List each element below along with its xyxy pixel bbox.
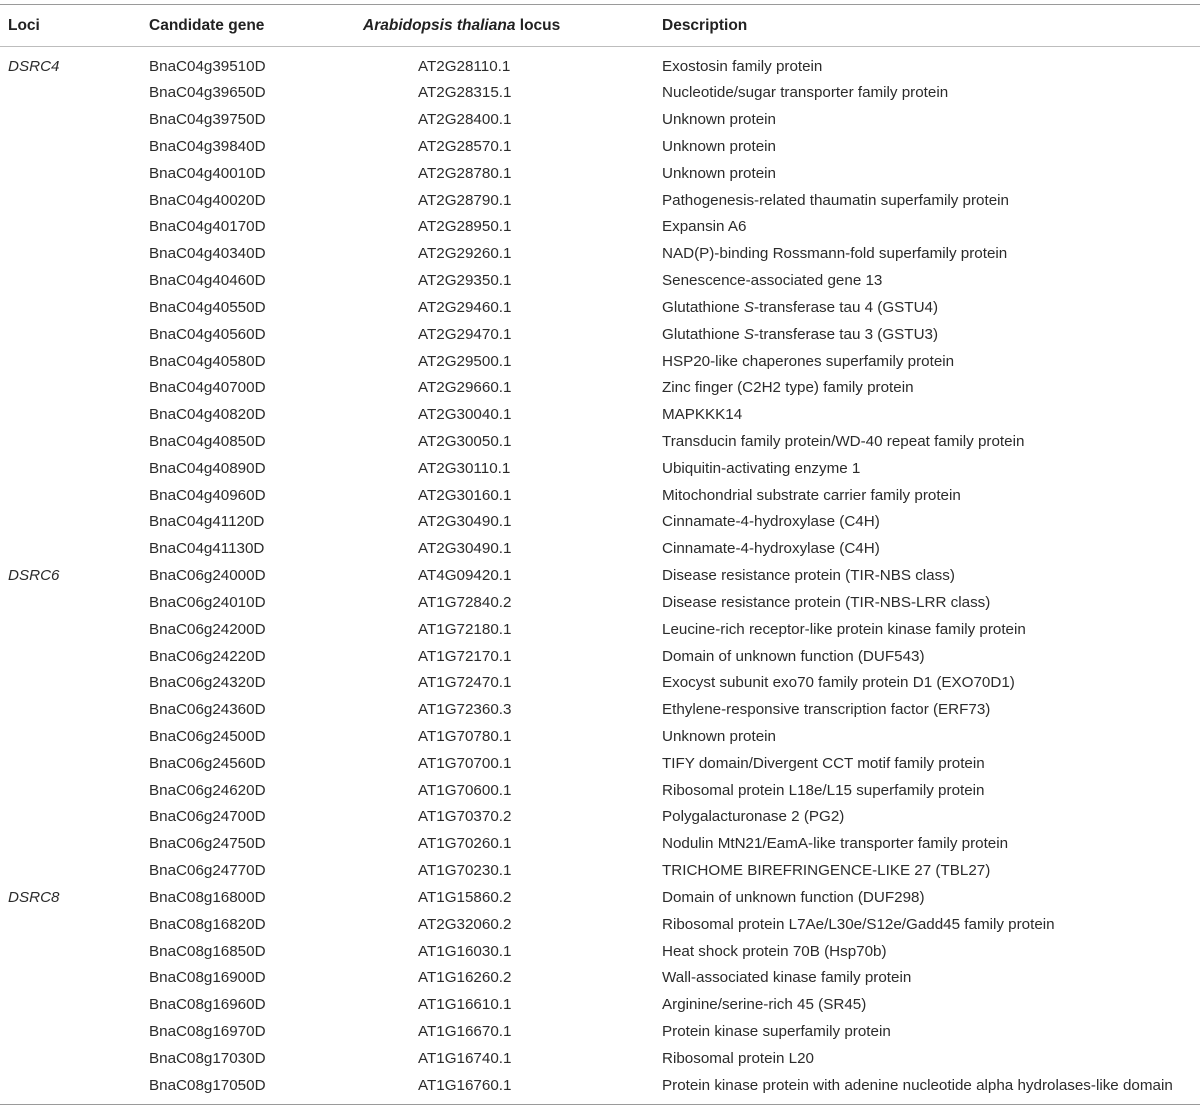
arabidopsis-locus-cell: AT2G30490.1 — [418, 540, 512, 558]
candidate-gene-cell: BnaC04g40560D — [149, 325, 266, 343]
candidate-gene-cell: BnaC06g24560D — [149, 754, 266, 772]
candidate-gene-cell: BnaC06g24620D — [149, 781, 266, 799]
table-row — [0, 456, 1200, 483]
description-cell: Expansin A6 — [662, 218, 747, 236]
arabidopsis-locus-cell: AT1G70780.1 — [418, 728, 512, 745]
arabidopsis-locus-cell: AT2G29350.1 — [418, 272, 512, 290]
arabidopsis-locus-cell: AT2G29260.1 — [418, 245, 512, 263]
description-cell: Heat shock protein 70B (Hsp70b) — [662, 942, 887, 960]
table-row — [0, 134, 1200, 161]
description-cell: Ribosomal protein L20 — [662, 1049, 814, 1067]
table-row — [0, 214, 1200, 241]
description-cell: Ribosomal protein L18e/L15 superfamily protein — [662, 781, 985, 799]
arabidopsis-locus-cell: AT2G28315.1 — [418, 84, 512, 102]
description-cell — [662, 322, 938, 349]
table-row — [0, 268, 1200, 295]
table-row — [0, 617, 1200, 644]
description-cell: Exocyst subunit exo70 family protein D1 (EXO70D1) — [662, 674, 1015, 692]
candidate-gene-cell: BnaC04g40460D — [149, 272, 266, 290]
table-header-rule — [0, 46, 1200, 47]
candidate-gene-cell: BnaC04g39510D — [149, 57, 266, 75]
arabidopsis-locus-cell: AT4G09420.1 — [418, 567, 512, 585]
description-cell: Cinnamate-4-hydroxylase (C4H) — [662, 513, 880, 531]
candidate-gene-cell: BnaC04g40010D — [149, 164, 266, 182]
candidate-gene-cell: BnaC04g40820D — [149, 406, 266, 424]
arabidopsis-locus-cell: AT1G72840.2 — [418, 593, 512, 611]
description-cell: Ubiquitin-activating enzyme 1 — [662, 459, 861, 477]
candidate-gene-cell: BnaC06g24500D — [149, 728, 266, 745]
candidate-gene-cell: BnaC06g24360D — [149, 701, 266, 719]
description-cell: TRICHOME BIREFRINGENCE-LIKE 27 (TBL27) — [662, 862, 991, 880]
table-row — [0, 858, 1200, 885]
arabidopsis-locus-cell: AT1G70260.1 — [418, 835, 512, 853]
candidate-gene-cell: BnaC08g16960D — [149, 996, 266, 1014]
table-row — [0, 912, 1200, 939]
header-loci: Loci — [8, 17, 40, 34]
description-cell: Mitochondrial substrate carrier family protein — [662, 486, 961, 504]
table-row — [0, 590, 1200, 617]
table-row — [0, 241, 1200, 268]
table-row — [0, 402, 1200, 429]
candidate-gene-cell: BnaC04g40580D — [149, 352, 266, 370]
candidate-gene-cell: BnaC06g24220D — [149, 647, 266, 665]
table-row — [0, 992, 1200, 1019]
header-locus-suffix: locus — [515, 17, 561, 34]
table-row — [0, 509, 1200, 536]
description-cell: Senescence-associated gene 13 — [662, 272, 883, 290]
loci-cell: DSRC4 — [8, 57, 60, 75]
table-row — [0, 322, 1200, 349]
table-row — [0, 188, 1200, 215]
description-cell: Zinc finger (C2H2 type) family protein — [662, 379, 914, 397]
arabidopsis-locus-cell: AT2G28400.1 — [418, 111, 512, 129]
table-row — [0, 751, 1200, 778]
description-cell: Wall-associated kinase family protein — [662, 969, 912, 987]
description-cell: Domain of unknown function (DUF543) — [662, 647, 925, 665]
table-row — [0, 697, 1200, 724]
header-description: Description — [662, 17, 748, 34]
arabidopsis-locus-cell: AT1G16740.1 — [418, 1049, 512, 1067]
table-row — [0, 349, 1200, 376]
description-cell — [662, 295, 938, 322]
header-arabidopsis-italic: Arabidopsis thaliana — [363, 17, 516, 34]
candidate-gene-cell: BnaC04g39840D — [149, 137, 266, 155]
table-row — [0, 536, 1200, 563]
description-cell: Polygalacturonase 2 (PG2) — [662, 808, 845, 826]
arabidopsis-locus-cell: AT2G28790.1 — [418, 191, 512, 209]
table-row — [0, 885, 1200, 912]
arabidopsis-locus-cell: AT2G29470.1 — [418, 325, 512, 343]
arabidopsis-locus-cell: AT1G16610.1 — [418, 996, 512, 1014]
arabidopsis-locus-cell: AT2G28110.1 — [418, 57, 511, 75]
candidate-gene-cell: BnaC04g39750D — [149, 111, 266, 129]
arabidopsis-locus-cell: AT1G72170.1 — [418, 647, 512, 665]
candidate-gene-cell: BnaC04g40340D — [149, 245, 266, 263]
candidate-gene-cell: BnaC04g40960D — [149, 486, 266, 504]
arabidopsis-locus-cell: AT2G30160.1 — [418, 486, 512, 504]
arabidopsis-locus-cell: AT1G72180.1 — [418, 620, 512, 638]
candidate-gene-cell: BnaC06g24200D — [149, 620, 266, 638]
description-cell: Cinnamate-4-hydroxylase (C4H) — [662, 540, 880, 558]
candidate-gene-cell: BnaC06g24010D — [149, 593, 266, 611]
arabidopsis-locus-cell: AT1G70600.1 — [418, 781, 512, 799]
table-row — [0, 965, 1200, 992]
table-row — [0, 1019, 1200, 1046]
table-row — [0, 375, 1200, 402]
candidate-gene-cell: BnaC08g16850D — [149, 942, 266, 960]
candidate-gene-cell: BnaC06g24000D — [149, 567, 266, 585]
description-cell: MAPKKK14 — [662, 406, 743, 424]
candidate-gene-cell: BnaC08g16900D — [149, 969, 266, 987]
candidate-gene-cell: BnaC08g16820D — [149, 915, 266, 933]
description-cell: Disease resistance protein (TIR-NBS class) — [662, 567, 955, 585]
description-italic: S — [743, 298, 755, 316]
arabidopsis-locus-cell: AT2G28780.1 — [418, 164, 512, 182]
table-row — [0, 939, 1200, 966]
table-row — [0, 1046, 1200, 1073]
description-cell: Protein kinase superfamily protein — [662, 1023, 891, 1041]
table-row — [0, 670, 1200, 697]
table-row — [0, 54, 1200, 81]
candidate-gene-cell: BnaC04g40700D — [149, 379, 266, 397]
description-cell: Arginine/serine-rich 45 (SR45) — [662, 996, 867, 1014]
arabidopsis-locus-cell: AT1G72360.3 — [418, 701, 512, 719]
description-cell: Unknown protein — [662, 111, 776, 129]
arabidopsis-locus-cell: AT1G15860.2 — [418, 888, 512, 906]
arabidopsis-locus-cell: AT1G16030.1 — [418, 942, 512, 960]
description-cell: Nucleotide/sugar transporter family protein — [662, 84, 949, 102]
description-cell: Exostosin family protein — [662, 57, 823, 75]
candidate-gene-cell: BnaC06g24320D — [149, 674, 266, 692]
candidate-gene-cell: BnaC04g40890D — [149, 459, 266, 477]
arabidopsis-locus-cell: AT1G16260.2 — [418, 969, 512, 987]
table-row — [0, 161, 1200, 188]
table-row — [0, 295, 1200, 322]
candidate-gene-cell: BnaC04g40550D — [149, 298, 266, 316]
description-cell: Protein kinase protein with adenine nucleotide alpha hydrolases-like domain — [662, 1076, 1173, 1094]
candidate-gene-cell: BnaC04g40170D — [149, 218, 266, 236]
loci-cell: DSRC8 — [8, 888, 60, 906]
candidate-gene-cell: BnaC06g24700D — [149, 808, 266, 826]
description-suffix: -transferase tau 4 (GSTU4) — [754, 298, 939, 316]
arabidopsis-locus-cell: AT1G72470.1 — [418, 674, 512, 692]
arabidopsis-locus-cell: AT1G70370.2 — [418, 808, 512, 826]
description-cell: Ethylene-responsive transcription factor (ERF73) — [662, 701, 991, 719]
candidate-gene-cell: BnaC08g17050D — [149, 1076, 266, 1094]
candidate-gene-cell: BnaC08g16970D — [149, 1023, 266, 1041]
candidate-gene-cell: BnaC04g39650D — [149, 84, 266, 102]
arabidopsis-locus-cell: AT2G28570.1 — [418, 137, 512, 155]
description-cell: Unknown protein — [662, 137, 776, 155]
table-row — [0, 563, 1200, 590]
arabidopsis-locus-cell: AT2G32060.2 — [418, 915, 512, 933]
candidate-gene-cell: BnaC04g40850D — [149, 432, 266, 450]
arabidopsis-locus-cell: AT2G30040.1 — [418, 406, 512, 424]
description-cell: Nodulin MtN21/EamA-like transporter family protein — [662, 835, 1009, 853]
table-row — [0, 644, 1200, 671]
candidate-gene-cell: BnaC04g41120D — [149, 513, 265, 531]
description-cell: Pathogenesis-related thaumatin superfamily protein — [662, 191, 1009, 209]
table-top-rule — [0, 4, 1200, 5]
table-row — [0, 831, 1200, 858]
arabidopsis-locus-cell: AT2G30110.1 — [418, 459, 511, 477]
description-prefix: Glutathione — [662, 298, 744, 316]
description-cell: Ribosomal protein L7Ae/L30e/S12e/Gadd45 family protein — [662, 915, 1055, 933]
description-cell: HSP20-like chaperones superfamily protein — [662, 352, 955, 370]
candidate-gene-cell: BnaC08g16800D — [149, 888, 266, 906]
arabidopsis-locus-cell: AT1G16670.1 — [418, 1023, 512, 1041]
header-candidate-gene: Candidate gene — [149, 17, 265, 34]
description-cell: Unknown protein — [662, 164, 776, 182]
table-row — [0, 80, 1200, 107]
candidate-gene-cell: BnaC04g40020D — [149, 191, 266, 209]
table-row — [0, 1073, 1200, 1100]
candidate-gene-cell: BnaC08g17030D — [149, 1049, 266, 1067]
candidate-gene-cell: BnaC06g24750D — [149, 835, 266, 853]
description-cell: Transducin family protein/WD-40 repeat family protein — [662, 432, 1025, 450]
arabidopsis-locus-cell: AT2G29460.1 — [418, 298, 512, 316]
arabidopsis-locus-cell: AT2G30050.1 — [418, 432, 512, 450]
table-bottom-rule — [0, 1104, 1200, 1105]
description-cell: NAD(P)-binding Rossmann-fold superfamily protein — [662, 245, 1008, 263]
description-cell: Leucine-rich receptor-like protein kinase family protein — [662, 620, 1026, 638]
description-prefix: Glutathione — [662, 325, 744, 343]
loci-cell: DSRC6 — [8, 567, 60, 585]
description-italic: S — [743, 325, 755, 343]
arabidopsis-locus-cell: AT2G29500.1 — [418, 352, 512, 370]
description-suffix: -transferase tau 3 (GSTU3) — [754, 325, 939, 343]
candidate-gene-cell: BnaC04g41130D — [149, 540, 265, 558]
table-row — [0, 724, 1200, 751]
header-arabidopsis-locus — [363, 13, 560, 39]
description-cell: Disease resistance protein (TIR-NBS-LRR class) — [662, 593, 991, 611]
arabidopsis-locus-cell: AT2G29660.1 — [418, 379, 512, 397]
candidate-gene-cell: BnaC06g24770D — [149, 862, 266, 880]
description-cell: Domain of unknown function (DUF298) — [662, 888, 925, 906]
arabidopsis-locus-cell: AT1G70230.1 — [418, 862, 512, 880]
table-row — [0, 429, 1200, 456]
table-row — [0, 778, 1200, 805]
table-row — [0, 107, 1200, 134]
arabidopsis-locus-cell: AT2G28950.1 — [418, 218, 512, 236]
table-row — [0, 483, 1200, 510]
table-row — [0, 804, 1200, 831]
description-cell: TIFY domain/Divergent CCT motif family protein — [662, 754, 985, 772]
arabidopsis-locus-cell: AT1G16760.1 — [418, 1076, 512, 1094]
arabidopsis-locus-cell: AT2G30490.1 — [418, 513, 512, 531]
arabidopsis-locus-cell: AT1G70700.1 — [418, 754, 512, 772]
description-cell: Unknown protein — [662, 728, 776, 745]
